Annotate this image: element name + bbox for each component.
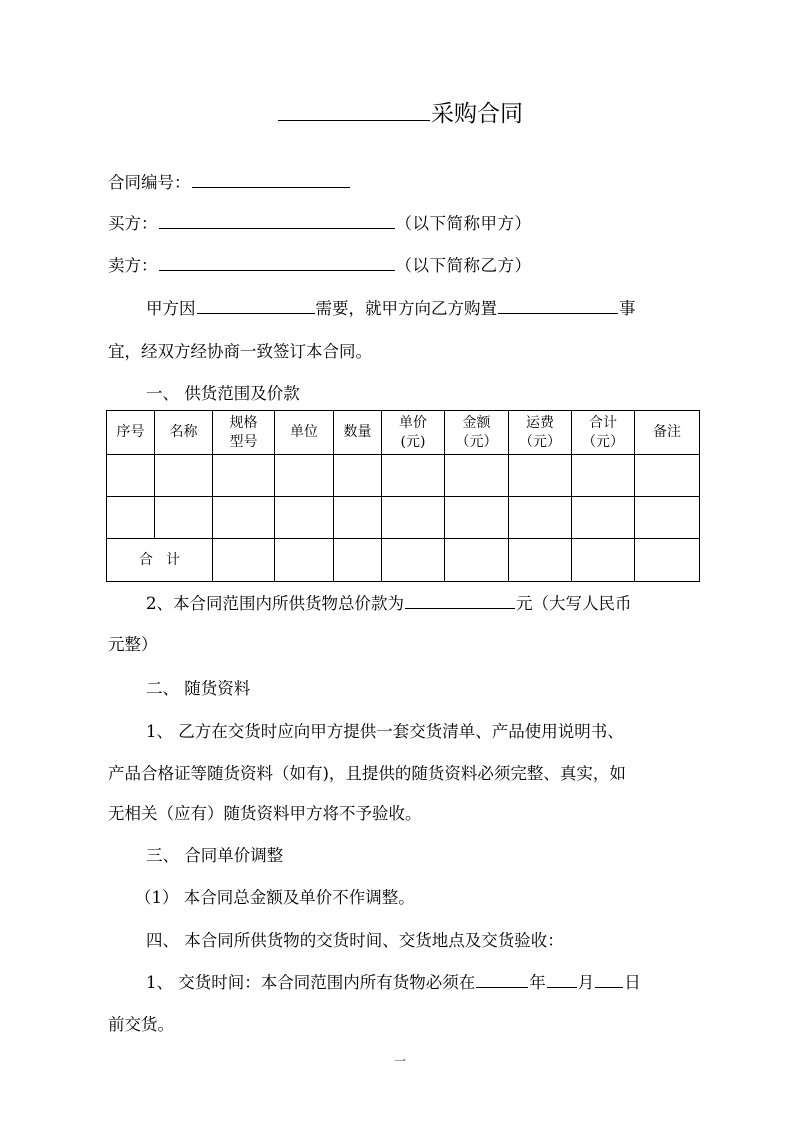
delivery-time-line-2: 前交货。 [108, 1015, 174, 1034]
intro-line-1 [146, 296, 636, 322]
delivery-day-label: 日 [624, 973, 641, 992]
table-cell[interactable] [213, 455, 275, 497]
delivery-text: 1、 交货时间：本合同范围内所有货物必须在 [146, 973, 476, 992]
section-2-heading: 二、 随货资料 [146, 679, 251, 698]
table-cell[interactable] [382, 455, 445, 497]
header-cell: 合计 （元） [572, 411, 635, 455]
intro-text-1: 甲方因 [146, 299, 196, 318]
intro-line-2: 宜，经双方经协商一致签订本合同。 [108, 342, 372, 361]
table-row [107, 497, 700, 539]
total-price-line-2: 元整） [108, 635, 158, 654]
table-row [107, 455, 700, 497]
table-cell[interactable] [382, 497, 445, 539]
contract-number-line [108, 170, 351, 196]
table-cell[interactable] [107, 455, 155, 497]
header-cell: 运费 （元） [509, 411, 572, 455]
table-cell[interactable] [509, 497, 572, 539]
docs-line-2: 产品合格证等随货资料（如有)，且提供的随货资料必须完整、真实，如 [108, 764, 626, 783]
header-cell: 数量 [334, 411, 382, 455]
title-blank[interactable] [278, 119, 430, 121]
total-price-line [146, 591, 632, 617]
table-cell[interactable] [155, 497, 213, 539]
table-cell[interactable] [334, 455, 382, 497]
table-cell[interactable] [334, 497, 382, 539]
table-cell[interactable] [445, 539, 509, 582]
table-cell[interactable] [635, 539, 700, 582]
intro-item-blank[interactable] [498, 312, 618, 314]
page-number: 一 [393, 1054, 406, 1068]
seller-note: （以下简称乙方） [395, 256, 532, 275]
table-cell[interactable] [445, 497, 509, 539]
docs-line-3: 无相关（应有）随货资料甲方将不予验收。 [108, 804, 422, 823]
intro-text-2: 需要，就甲方向乙方购置 [315, 299, 497, 318]
buyer-blank[interactable] [159, 227, 395, 229]
contract-number-blank[interactable] [192, 186, 350, 188]
header-cell: 金额 （元） [445, 411, 509, 455]
table-cell[interactable] [635, 497, 700, 539]
buyer-note: （以下简称甲方） [395, 214, 532, 233]
buyer-line [108, 211, 532, 237]
table-cell[interactable] [275, 539, 334, 582]
header-cell: 名称 [155, 411, 213, 455]
table-cell[interactable] [334, 539, 382, 582]
section-4-heading: 四、 本合同所供货物的交货时间、交货地点及交货验收： [146, 931, 564, 950]
delivery-month-blank[interactable] [547, 986, 577, 988]
header-cell: 序号 [107, 411, 155, 455]
table-cell[interactable] [572, 539, 635, 582]
delivery-year-blank[interactable] [476, 986, 528, 988]
table-cell[interactable] [275, 497, 334, 539]
docs-line-1: 1、 乙方在交货时应向甲方提供一套交货清单、产品使用说明书、 [146, 722, 624, 741]
total-price-text-a: 2、本合同范围内所供货物总价款为 [146, 594, 404, 613]
table-cell[interactable] [213, 539, 275, 582]
table-cell[interactable] [572, 497, 635, 539]
seller-blank[interactable] [159, 269, 395, 271]
header-cell: 单价 (元) [382, 411, 445, 455]
delivery-time-line [146, 970, 641, 996]
title-text: 采购合同 [431, 101, 523, 127]
seller-label: 卖方： [108, 256, 158, 275]
buyer-label: 买方： [108, 214, 158, 233]
total-label: 合 计 [107, 539, 213, 582]
delivery-day-blank[interactable] [595, 986, 623, 988]
table-cell[interactable] [509, 539, 572, 582]
header-cell: 备注 [635, 411, 700, 455]
header-cell: 单位 [275, 411, 334, 455]
table-cell[interactable] [382, 539, 445, 582]
table-total-row [107, 539, 700, 582]
seller-line [108, 253, 532, 279]
table-cell[interactable] [275, 455, 334, 497]
goods-table [106, 410, 700, 582]
table-header-row [107, 411, 700, 455]
section-1-heading: 一、 供货范围及价款 [146, 384, 300, 403]
document-title [0, 98, 800, 130]
total-price-blank[interactable] [405, 607, 515, 609]
table-cell[interactable] [107, 497, 155, 539]
intro-text-3: 事 [619, 299, 636, 318]
delivery-year-label: 年 [529, 973, 546, 992]
total-price-text-b: 元（大写人民币 [516, 594, 632, 613]
table-cell[interactable] [635, 455, 700, 497]
table-cell[interactable] [445, 455, 509, 497]
table-cell[interactable] [509, 455, 572, 497]
table-cell[interactable] [572, 455, 635, 497]
price-adjust-item: （1） 本合同总金额及单价不作调整。 [135, 888, 415, 907]
table-cell[interactable] [213, 497, 275, 539]
contract-number-label: 合同编号： [108, 173, 191, 192]
table-cell[interactable] [155, 455, 213, 497]
delivery-month-label: 月 [577, 973, 595, 992]
intro-reason-blank[interactable] [197, 312, 315, 314]
header-cell: 规格 型号 [213, 411, 275, 455]
section-3-heading: 三、 合同单价调整 [146, 846, 284, 865]
